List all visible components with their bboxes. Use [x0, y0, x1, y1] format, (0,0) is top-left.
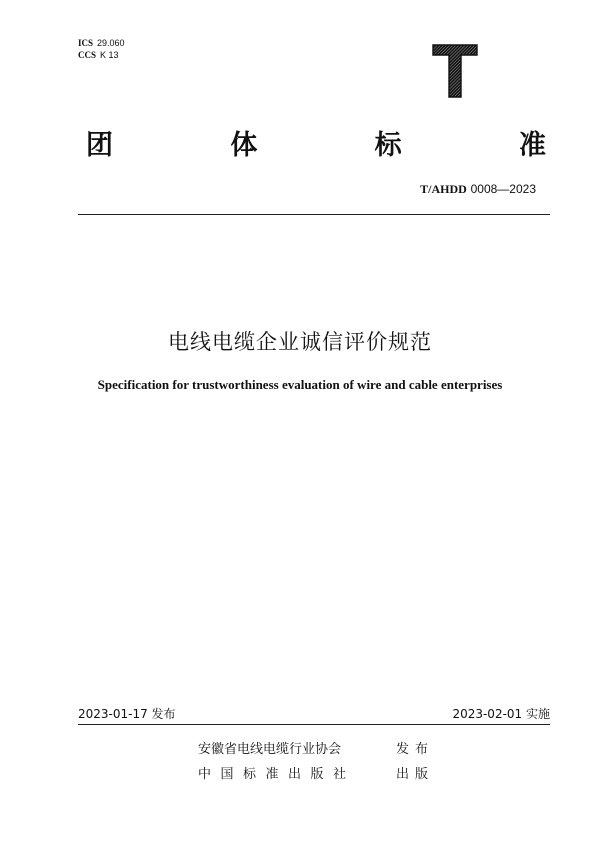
standard-code [420, 182, 536, 197]
classification-codes [78, 38, 125, 62]
publisher-role: 发布 [396, 742, 435, 757]
publisher-role: 出版 [396, 767, 435, 782]
implementation-date: 2023-02-01 实施 [452, 707, 550, 721]
ccs-value: K 13 [100, 50, 119, 60]
ccs-label: CCS [78, 50, 97, 60]
title-chinese: 电线电缆企业诚信评价规范 [168, 330, 432, 354]
bottom-divider [78, 724, 550, 725]
ccs-code [78, 50, 125, 62]
ics-code [78, 38, 125, 50]
standard-type-char: 标 [374, 129, 402, 161]
standard-type-char: 准 [518, 129, 546, 161]
issue-date: 2023-01-17 发布 [78, 707, 176, 721]
ics-label: ICS [78, 38, 94, 48]
standard-code-number: 0008—2023 [470, 182, 536, 196]
standard-code-prefix: T/AHDD [420, 182, 467, 196]
standard-type-char: 团 [86, 129, 113, 161]
t-logo-icon [432, 44, 478, 98]
top-divider [78, 214, 550, 215]
title-english: Specification for trustworthiness evaluation of wire and cable enterprises [97, 377, 503, 392]
standard-type-heading [86, 124, 546, 160]
publisher-row [198, 738, 434, 757]
publisher-name: 中国标准出版社 [198, 767, 356, 782]
standard-type-char: 体 [230, 129, 258, 161]
publisher-name: 安徽省电线电缆行业协会 [198, 742, 342, 757]
ics-value: 29.060 [97, 38, 125, 48]
publisher-row [198, 763, 434, 782]
